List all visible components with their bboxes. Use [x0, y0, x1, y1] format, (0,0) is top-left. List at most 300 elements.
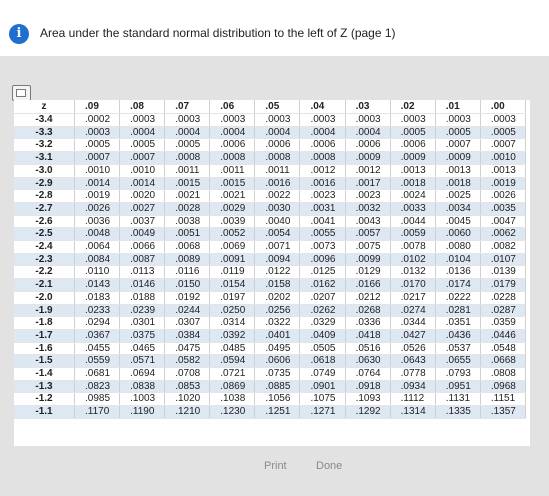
- probability-cell: .1020: [165, 393, 210, 406]
- probability-cell: .0681: [75, 368, 120, 381]
- probability-cell: .0057: [345, 228, 390, 241]
- table-row: [14, 253, 526, 266]
- probability-cell: .1003: [120, 393, 165, 406]
- probability-cell: .0012: [300, 164, 345, 177]
- probability-cell: .1357: [480, 406, 525, 419]
- probability-cell: .0037: [120, 215, 165, 228]
- z-value-cell: -1.3: [14, 380, 75, 393]
- probability-cell: .0068: [165, 241, 210, 254]
- z-value-cell: -1.1: [14, 406, 75, 419]
- column-header: .03: [345, 100, 390, 114]
- probability-cell: .0485: [210, 342, 255, 355]
- probability-cell: .0721: [210, 368, 255, 381]
- probability-cell: .1170: [75, 406, 120, 419]
- probability-cell: .0107: [480, 253, 525, 266]
- probability-cell: .0968: [480, 380, 525, 393]
- probability-cell: .0009: [390, 152, 435, 165]
- probability-cell: .0025: [435, 190, 480, 203]
- probability-cell: .0102: [390, 253, 435, 266]
- probability-cell: .0013: [435, 164, 480, 177]
- probability-cell: .0016: [300, 177, 345, 190]
- probability-cell: .0003: [255, 114, 300, 127]
- probability-cell: .0008: [255, 152, 300, 165]
- probability-cell: .0023: [345, 190, 390, 203]
- probability-cell: .0094: [255, 253, 300, 266]
- probability-cell: .0207: [300, 291, 345, 304]
- probability-cell: .0003: [300, 114, 345, 127]
- probability-cell: .0084: [75, 253, 120, 266]
- probability-cell: .0052: [210, 228, 255, 241]
- probability-cell: .0005: [120, 139, 165, 152]
- table-row: [14, 317, 526, 330]
- z-table-scroll-area[interactable]: [14, 100, 530, 446]
- probability-cell: .0655: [435, 355, 480, 368]
- z-value-cell: -2.7: [14, 202, 75, 215]
- probability-cell: .0951: [435, 380, 480, 393]
- probability-cell: .0183: [75, 291, 120, 304]
- probability-cell: .0010: [75, 164, 120, 177]
- probability-cell: .0643: [390, 355, 435, 368]
- probability-cell: .0066: [120, 241, 165, 254]
- probability-cell: .0060: [435, 228, 480, 241]
- column-header: .09: [75, 100, 120, 114]
- probability-cell: .0505: [300, 342, 345, 355]
- probability-cell: .0089: [165, 253, 210, 266]
- probability-cell: .0048: [75, 228, 120, 241]
- probability-cell: .0495: [255, 342, 300, 355]
- probability-cell: .0239: [120, 304, 165, 317]
- probability-cell: .0020: [120, 190, 165, 203]
- z-value-cell: -3.1: [14, 152, 75, 165]
- probability-cell: .1075: [300, 393, 345, 406]
- probability-cell: .1314: [390, 406, 435, 419]
- probability-cell: .0004: [165, 126, 210, 139]
- probability-cell: .0475: [165, 342, 210, 355]
- probability-cell: .0005: [165, 139, 210, 152]
- table-row: [14, 202, 526, 215]
- probability-cell: .0375: [120, 329, 165, 342]
- probability-cell: .0008: [300, 152, 345, 165]
- probability-cell: .0630: [345, 355, 390, 368]
- probability-cell: .0036: [75, 215, 120, 228]
- probability-cell: .0024: [390, 190, 435, 203]
- probability-cell: .0104: [435, 253, 480, 266]
- z-value-cell: -2.9: [14, 177, 75, 190]
- table-row: [14, 215, 526, 228]
- probability-cell: .0018: [435, 177, 480, 190]
- probability-cell: .0526: [390, 342, 435, 355]
- probability-cell: .0064: [75, 241, 120, 254]
- probability-cell: .0192: [165, 291, 210, 304]
- probability-cell: .0003: [435, 114, 480, 127]
- probability-cell: .0014: [120, 177, 165, 190]
- probability-cell: .0014: [75, 177, 120, 190]
- probability-cell: .0091: [210, 253, 255, 266]
- z-value-cell: -1.6: [14, 342, 75, 355]
- probability-cell: .0015: [210, 177, 255, 190]
- probability-cell: .0197: [210, 291, 255, 304]
- probability-cell: .0427: [390, 329, 435, 342]
- probability-cell: .0075: [345, 241, 390, 254]
- probability-cell: .0764: [345, 368, 390, 381]
- probability-cell: .0062: [480, 228, 525, 241]
- probability-cell: .0003: [390, 114, 435, 127]
- probability-cell: .0233: [75, 304, 120, 317]
- z-value-cell: -1.9: [14, 304, 75, 317]
- probability-cell: .1151: [480, 393, 525, 406]
- probability-cell: .1112: [390, 393, 435, 406]
- z-value-cell: -2.0: [14, 291, 75, 304]
- probability-cell: .0017: [345, 177, 390, 190]
- table-row: [14, 406, 526, 419]
- probability-cell: .0006: [210, 139, 255, 152]
- probability-cell: .1251: [255, 406, 300, 419]
- probability-cell: .0049: [120, 228, 165, 241]
- probability-cell: .0069: [210, 241, 255, 254]
- z-value-cell: -2.5: [14, 228, 75, 241]
- probability-cell: .0188: [120, 291, 165, 304]
- probability-cell: .0606: [255, 355, 300, 368]
- probability-cell: .0087: [120, 253, 165, 266]
- probability-cell: .0071: [255, 241, 300, 254]
- probability-cell: .0594: [210, 355, 255, 368]
- probability-cell: .0778: [390, 368, 435, 381]
- probability-cell: .0005: [435, 126, 480, 139]
- probability-cell: .0010: [480, 152, 525, 165]
- probability-cell: .0045: [435, 215, 480, 228]
- probability-cell: .0918: [345, 380, 390, 393]
- probability-cell: .0078: [390, 241, 435, 254]
- probability-cell: .0537: [435, 342, 480, 355]
- probability-cell: .1292: [345, 406, 390, 419]
- probability-cell: .0793: [435, 368, 480, 381]
- probability-cell: .0007: [120, 152, 165, 165]
- probability-cell: .0004: [255, 126, 300, 139]
- probability-cell: .0034: [435, 202, 480, 215]
- probability-cell: .0150: [165, 279, 210, 292]
- probability-cell: .0336: [345, 317, 390, 330]
- probability-cell: .0040: [255, 215, 300, 228]
- probability-cell: .0116: [165, 266, 210, 279]
- probability-cell: .0009: [435, 152, 480, 165]
- column-header: .01: [435, 100, 480, 114]
- probability-cell: .0003: [480, 114, 525, 127]
- probability-cell: .0012: [345, 164, 390, 177]
- probability-cell: .1131: [435, 393, 480, 406]
- probability-cell: .0016: [255, 177, 300, 190]
- print-button[interactable]: Print: [264, 460, 287, 472]
- probability-cell: .0268: [345, 304, 390, 317]
- probability-cell: .0059: [390, 228, 435, 241]
- probability-cell: .0021: [165, 190, 210, 203]
- probability-cell: .0143: [75, 279, 120, 292]
- probability-cell: .0073: [300, 241, 345, 254]
- z-value-cell: -3.2: [14, 139, 75, 152]
- probability-cell: .0004: [300, 126, 345, 139]
- probability-cell: .0174: [435, 279, 480, 292]
- probability-cell: .0392: [210, 329, 255, 342]
- probability-cell: .0032: [345, 202, 390, 215]
- probability-cell: .0011: [210, 164, 255, 177]
- probability-cell: .0008: [210, 152, 255, 165]
- probability-cell: .0096: [300, 253, 345, 266]
- probability-cell: .0132: [390, 266, 435, 279]
- probability-cell: .0110: [75, 266, 120, 279]
- table-header-row: [14, 100, 526, 114]
- dialog-header: [0, 0, 549, 56]
- probability-cell: .0044: [390, 215, 435, 228]
- probability-cell: .1335: [435, 406, 480, 419]
- probability-cell: .0446: [480, 329, 525, 342]
- probability-cell: .0019: [480, 177, 525, 190]
- table-row: [14, 177, 526, 190]
- probability-cell: .0329: [300, 317, 345, 330]
- table-row: [14, 393, 526, 406]
- probability-cell: .0026: [480, 190, 525, 203]
- probability-cell: .0885: [255, 380, 300, 393]
- probability-cell: .0808: [480, 368, 525, 381]
- z-value-cell: -2.3: [14, 253, 75, 266]
- probability-cell: .0222: [435, 291, 480, 304]
- probability-cell: .0004: [120, 126, 165, 139]
- probability-cell: .0051: [165, 228, 210, 241]
- probability-cell: .0708: [165, 368, 210, 381]
- table-row: [14, 266, 526, 279]
- probability-cell: .0006: [390, 139, 435, 152]
- column-header: .04: [300, 100, 345, 114]
- probability-cell: .0694: [120, 368, 165, 381]
- probability-cell: .0838: [120, 380, 165, 393]
- probability-cell: .0436: [435, 329, 480, 342]
- probability-cell: .0054: [255, 228, 300, 241]
- table-row: [14, 190, 526, 203]
- probability-cell: .0018: [390, 177, 435, 190]
- probability-cell: .0008: [165, 152, 210, 165]
- probability-cell: .0009: [345, 152, 390, 165]
- copy-icon[interactable]: [12, 85, 31, 101]
- table-row: [14, 355, 526, 368]
- probability-cell: .0146: [120, 279, 165, 292]
- probability-cell: .0003: [120, 114, 165, 127]
- z-value-cell: -2.6: [14, 215, 75, 228]
- column-header: .06: [210, 100, 255, 114]
- probability-cell: .1056: [255, 393, 300, 406]
- probability-cell: .0384: [165, 329, 210, 342]
- table-row: [14, 380, 526, 393]
- probability-cell: .0010: [120, 164, 165, 177]
- probability-cell: .0294: [75, 317, 120, 330]
- probability-cell: .0136: [435, 266, 480, 279]
- probability-cell: .0047: [480, 215, 525, 228]
- column-header: .05: [255, 100, 300, 114]
- table-row: [14, 304, 526, 317]
- done-button[interactable]: Done: [316, 460, 343, 472]
- probability-cell: .0013: [390, 164, 435, 177]
- probability-cell: .0934: [390, 380, 435, 393]
- table-row: [14, 228, 526, 241]
- probability-cell: .0004: [210, 126, 255, 139]
- probability-cell: .0028: [165, 202, 210, 215]
- probability-cell: .0022: [255, 190, 300, 203]
- probability-cell: .0274: [390, 304, 435, 317]
- probability-cell: .0307: [165, 317, 210, 330]
- z-value-cell: -1.8: [14, 317, 75, 330]
- z-value-cell: -1.2: [14, 393, 75, 406]
- probability-cell: .0027: [120, 202, 165, 215]
- probability-cell: .0099: [345, 253, 390, 266]
- probability-cell: .0179: [480, 279, 525, 292]
- z-value-cell: -1.7: [14, 329, 75, 342]
- probability-cell: .0351: [435, 317, 480, 330]
- probability-cell: .0228: [480, 291, 525, 304]
- z-table: [14, 100, 526, 419]
- probability-cell: .0055: [300, 228, 345, 241]
- probability-cell: .0901: [300, 380, 345, 393]
- probability-cell: .0003: [165, 114, 210, 127]
- z-value-cell: -1.5: [14, 355, 75, 368]
- probability-cell: .0212: [345, 291, 390, 304]
- probability-cell: .0013: [480, 164, 525, 177]
- table-row: [14, 126, 526, 139]
- probability-cell: .0823: [75, 380, 120, 393]
- probability-cell: .0250: [210, 304, 255, 317]
- probability-cell: .0113: [120, 266, 165, 279]
- column-header: .08: [120, 100, 165, 114]
- probability-cell: .1210: [165, 406, 210, 419]
- table-row: [14, 139, 526, 152]
- probability-cell: .0735: [255, 368, 300, 381]
- probability-cell: .0082: [480, 241, 525, 254]
- probability-cell: .0217: [390, 291, 435, 304]
- probability-cell: .1093: [345, 393, 390, 406]
- probability-cell: .0005: [390, 126, 435, 139]
- probability-cell: .0023: [300, 190, 345, 203]
- probability-cell: .0139: [480, 266, 525, 279]
- dialog-title: Area under the standard normal distribution to the left of Z (page 1): [40, 26, 396, 40]
- z-value-cell: -2.1: [14, 279, 75, 292]
- probability-cell: .0129: [345, 266, 390, 279]
- table-row: [14, 279, 526, 292]
- probability-cell: .0004: [345, 126, 390, 139]
- probability-cell: .0005: [75, 139, 120, 152]
- probability-cell: .0322: [255, 317, 300, 330]
- z-value-cell: -2.2: [14, 266, 75, 279]
- probability-cell: .0869: [210, 380, 255, 393]
- probability-cell: .0455: [75, 342, 120, 355]
- z-value-cell: -3.3: [14, 126, 75, 139]
- probability-cell: .0033: [390, 202, 435, 215]
- probability-cell: .0985: [75, 393, 120, 406]
- z-value-cell: -3.4: [14, 114, 75, 127]
- probability-cell: .1190: [120, 406, 165, 419]
- probability-cell: .0516: [345, 342, 390, 355]
- z-value-cell: -3.0: [14, 164, 75, 177]
- probability-cell: .0618: [300, 355, 345, 368]
- probability-cell: .0314: [210, 317, 255, 330]
- probability-cell: .0281: [435, 304, 480, 317]
- probability-cell: .0031: [300, 202, 345, 215]
- probability-cell: .0002: [75, 114, 120, 127]
- probability-cell: .0003: [345, 114, 390, 127]
- probability-cell: .0582: [165, 355, 210, 368]
- probability-cell: .1038: [210, 393, 255, 406]
- table-row: [14, 241, 526, 254]
- table-row: [14, 114, 526, 127]
- probability-cell: .0011: [165, 164, 210, 177]
- probability-cell: .0038: [165, 215, 210, 228]
- probability-cell: .0749: [300, 368, 345, 381]
- probability-cell: .0080: [435, 241, 480, 254]
- probability-cell: .0344: [390, 317, 435, 330]
- table-row: [14, 152, 526, 165]
- info-icon: i: [9, 24, 29, 44]
- probability-cell: .0007: [435, 139, 480, 152]
- column-header: .02: [390, 100, 435, 114]
- probability-cell: .0015: [165, 177, 210, 190]
- probability-cell: .0119: [210, 266, 255, 279]
- probability-cell: .0007: [480, 139, 525, 152]
- probability-cell: .0668: [480, 355, 525, 368]
- probability-cell: .0465: [120, 342, 165, 355]
- probability-cell: .0007: [75, 152, 120, 165]
- probability-cell: .0256: [255, 304, 300, 317]
- probability-cell: .0548: [480, 342, 525, 355]
- probability-cell: .0170: [390, 279, 435, 292]
- probability-cell: .0003: [210, 114, 255, 127]
- probability-cell: .0244: [165, 304, 210, 317]
- probability-cell: .0021: [210, 190, 255, 203]
- probability-cell: .0158: [255, 279, 300, 292]
- probability-cell: .0571: [120, 355, 165, 368]
- z-value-cell: -1.4: [14, 368, 75, 381]
- probability-cell: .0003: [75, 126, 120, 139]
- probability-cell: .0122: [255, 266, 300, 279]
- probability-cell: .0359: [480, 317, 525, 330]
- probability-cell: .0262: [300, 304, 345, 317]
- probability-cell: .0162: [300, 279, 345, 292]
- probability-cell: .0006: [300, 139, 345, 152]
- probability-cell: .0030: [255, 202, 300, 215]
- column-header: .07: [165, 100, 210, 114]
- table-row: [14, 164, 526, 177]
- probability-cell: .0039: [210, 215, 255, 228]
- probability-cell: .1271: [300, 406, 345, 419]
- probability-cell: .0401: [255, 329, 300, 342]
- probability-cell: .1230: [210, 406, 255, 419]
- probability-cell: .0043: [345, 215, 390, 228]
- probability-cell: .0011: [255, 164, 300, 177]
- probability-cell: .0041: [300, 215, 345, 228]
- probability-cell: .0006: [345, 139, 390, 152]
- probability-cell: .0559: [75, 355, 120, 368]
- table-row: [14, 342, 526, 355]
- probability-cell: .0287: [480, 304, 525, 317]
- probability-cell: .0035: [480, 202, 525, 215]
- z-value-cell: -2.4: [14, 241, 75, 254]
- z-value-cell: -2.8: [14, 190, 75, 203]
- probability-cell: .0409: [300, 329, 345, 342]
- column-header: .00: [480, 100, 525, 114]
- probability-cell: .0154: [210, 279, 255, 292]
- table-row: [14, 329, 526, 342]
- probability-cell: .0418: [345, 329, 390, 342]
- table-body: [14, 114, 526, 419]
- probability-cell: .0166: [345, 279, 390, 292]
- table-row: [14, 291, 526, 304]
- probability-cell: .0367: [75, 329, 120, 342]
- probability-cell: .0006: [255, 139, 300, 152]
- probability-cell: .0005: [480, 126, 525, 139]
